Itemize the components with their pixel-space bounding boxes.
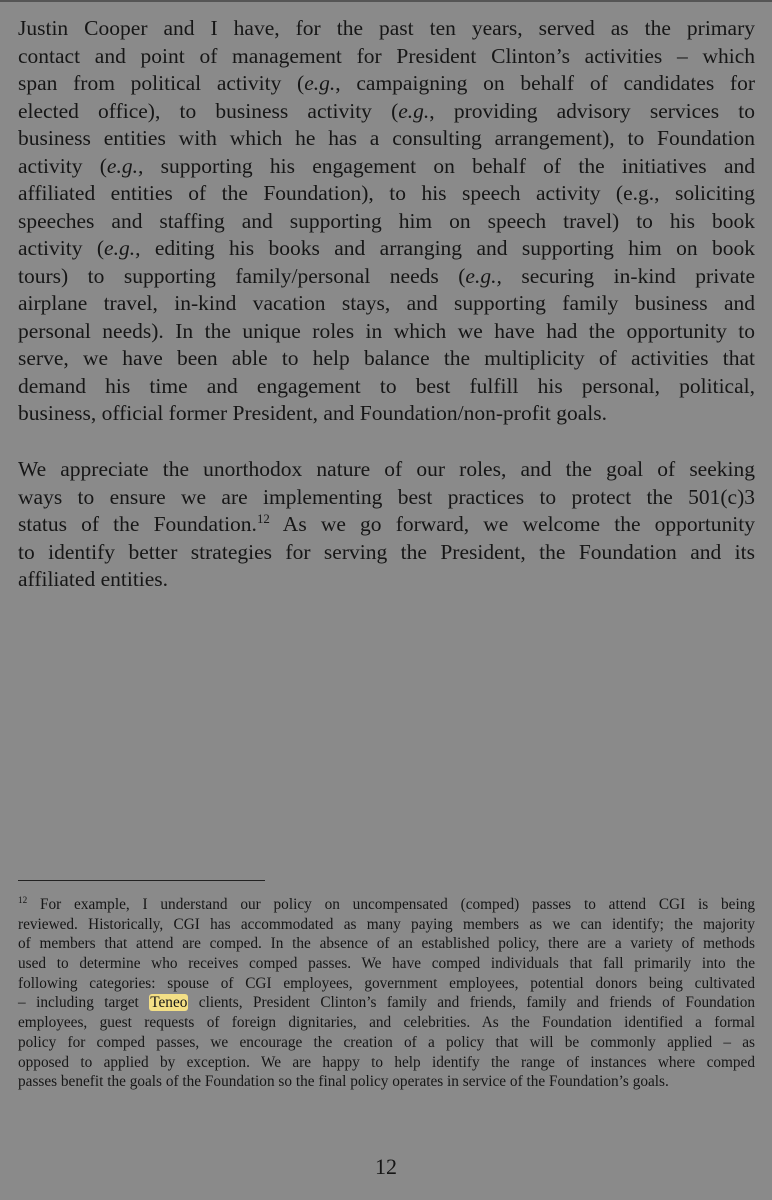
- text-line: [18, 993, 755, 1013]
- text-line: [18, 1053, 755, 1073]
- text-segment: airplane travel, in-kind vacation stays, and supporting family business and: [18, 291, 755, 315]
- text-line: [18, 318, 755, 346]
- text-segment: employees, guest requests of foreign dignitaries, and celebrities. As the Foundation identified a formal: [18, 1014, 755, 1032]
- text-segment: business entities with which he has a consulting arrangement), to Foundation: [18, 126, 755, 150]
- text-segment: demand his time and engagement to best fulfill his personal, political,: [18, 373, 755, 398]
- paragraph-2: [18, 456, 755, 594]
- text-segment: e.g.,: [106, 153, 144, 178]
- text-segment: e.g.,: [465, 263, 502, 288]
- text-segment: Justin Cooper and I have, for the past ten years, served as the primary: [18, 16, 755, 40]
- page-top-border: [0, 0, 772, 2]
- text-line: [18, 895, 755, 915]
- text-segment: contact and point of management for President Clinton’s activities – which: [18, 43, 755, 68]
- text-line: [18, 934, 755, 954]
- text-segment: serve, we have been able to help balance the multiplicity of activities that: [18, 346, 755, 370]
- footnote-divider: [18, 880, 265, 881]
- text-segment: used to determine who receives comped passes. We have comped individuals that fall primarily into the: [18, 955, 755, 973]
- footnote-12: [18, 895, 755, 1092]
- text-line: [18, 484, 755, 512]
- text-segment: of members that attend are comped. In the absence of an established policy, there are a variety of methods: [18, 935, 755, 953]
- text-segment: ways to ensure we are implementing best practices to protect the 501(c)3: [18, 484, 755, 509]
- text-segment: to identify better strategies for serving the President, the Foundation and its: [18, 539, 755, 564]
- text-line: [18, 263, 755, 291]
- text-segment: – including target: [18, 994, 150, 1012]
- text-segment: affiliated entities.: [18, 567, 169, 591]
- text-segment: opposed to applied by exception. We are happy to help identify the range of instances where comped: [18, 1053, 755, 1071]
- text-segment: e.g.: [398, 98, 430, 123]
- footnote-reference: 12: [18, 894, 28, 905]
- text-line: [18, 153, 755, 181]
- text-segment: As we go forward, we welcome the opportunity: [269, 512, 755, 536]
- text-segment: , campaigning on behalf of candidates for: [335, 71, 755, 95]
- text-segment: supporting his engagement on behalf of the initiatives and: [143, 153, 755, 178]
- text-segment: e.g.,: [104, 236, 141, 260]
- text-line: [18, 235, 755, 263]
- text-line: [18, 539, 755, 567]
- text-line: [18, 974, 755, 994]
- text-segment: activity (: [18, 236, 105, 260]
- text-line: [18, 180, 755, 208]
- text-segment: policy for comped passes, we encourage the creation of a policy that will be commonly applied – as: [18, 1033, 755, 1051]
- text-segment: editing his books and arranging and supporting him on book: [140, 236, 755, 260]
- text-segment: following categories: spouse of CGI employees, government employees, potential donors being cultivated: [18, 974, 755, 992]
- text-segment: activity (: [18, 153, 107, 178]
- text-line: [18, 345, 755, 373]
- text-segment: securing in-kind private: [501, 263, 755, 288]
- text-line: [18, 43, 755, 71]
- text-line: [18, 566, 755, 594]
- text-line: [18, 125, 755, 153]
- text-line: [18, 98, 755, 126]
- page-number: 12: [375, 1154, 397, 1179]
- text-line: [18, 1033, 755, 1053]
- text-segment: affiliated entities of the Foundation), to his speech activity (e.g., soliciting: [18, 181, 755, 205]
- text-line: [18, 915, 755, 935]
- text-line: [18, 373, 755, 401]
- text-segment: e.g.: [304, 71, 336, 95]
- text-line: [18, 290, 755, 318]
- text-segment: speeches and staffing and supporting him on speech travel) to his book: [18, 208, 755, 233]
- text-segment: span from political activity (: [18, 71, 305, 95]
- text-segment: We appreciate the unorthodox nature of our roles, and the goal of seeking: [18, 457, 755, 481]
- text-segment: passes benefit the goals of the Foundation so the final policy operates in service of the Foundation’s goals.: [18, 1073, 669, 1091]
- text-segment: tours) to supporting family/personal needs (: [18, 263, 466, 288]
- text-segment: personal needs). In the unique roles in which we have had the opportunity to: [18, 318, 755, 343]
- text-line: [18, 511, 755, 539]
- text-segment: , providing advisory services to: [429, 98, 755, 123]
- text-line: [18, 208, 755, 236]
- text-segment: elected office), to business activity (: [18, 98, 399, 123]
- text-line: [18, 456, 755, 484]
- text-line: [18, 1013, 755, 1033]
- text-segment: status of the Foundation.: [18, 512, 257, 536]
- text-line: [18, 1072, 755, 1092]
- text-segment: For example, I understand our policy on uncompensated (comped) passes to attend CGI is being: [27, 896, 755, 913]
- paragraph-1: [18, 15, 755, 428]
- highlighted-text: Teneo: [150, 994, 188, 1012]
- text-segment: business, official former President, and Foundation/non-profit goals.: [18, 401, 607, 425]
- footnote-reference: 12: [256, 511, 270, 526]
- text-line: [18, 400, 755, 428]
- text-line: [18, 15, 755, 43]
- text-line: [18, 954, 755, 974]
- text-segment: reviewed. Historically, CGI has accommodated as many paying members as we can identify; the majority: [18, 915, 755, 933]
- text-segment: clients, President Clinton’s family and friends, family and friends of Foundation: [188, 994, 756, 1012]
- text-line: [18, 70, 755, 98]
